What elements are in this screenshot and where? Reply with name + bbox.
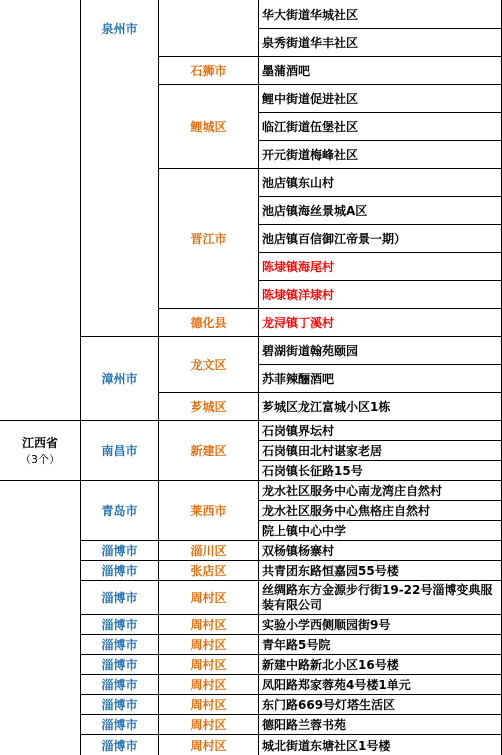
district-cell: 周村区	[190, 718, 227, 732]
district-cell: 张店区	[190, 564, 227, 578]
district-cell: 周村区	[190, 698, 227, 712]
city-cell: 淄博市	[101, 618, 138, 632]
address-cell: 共青团东路恒嘉园55号楼	[262, 564, 399, 578]
address-cell: 丝绸路东方金源步行街19-22号淄博变典服装有限公司	[262, 582, 493, 612]
address-cell: 华大街道华城社区	[262, 7, 359, 22]
address-cell: 池店镇东山村	[262, 176, 335, 190]
address-cell: 德阳路兰蓉书苑	[262, 718, 347, 732]
city-cell: 淄博市	[101, 544, 138, 558]
district-cell: 德化县	[190, 316, 227, 330]
province-label: 江西省	[21, 436, 58, 450]
city-cell: 淄博市	[101, 564, 138, 578]
address-cell: 苏菲辣酾酒吧	[262, 372, 335, 386]
district-cell: 鲤城区	[190, 120, 227, 134]
city-cell: 青岛市	[101, 504, 138, 518]
address-cell: 石岗镇界坛村	[262, 424, 335, 438]
province-count: （3个）	[20, 453, 60, 466]
district-cell: 周村区	[190, 738, 227, 753]
address-cell: 青年路5号院	[262, 638, 331, 652]
city-cell: 淄博市	[101, 718, 138, 732]
address-cell: 池店镇海丝景城A区	[262, 204, 368, 218]
address-cell: 泉秀街道华丰社区	[262, 36, 359, 50]
city-cell: 淄博市	[101, 591, 138, 605]
address-cell: 碧湖街道翰苑颐园	[262, 344, 359, 358]
address-cell: 石岗镇田北村谌家老居	[262, 444, 383, 458]
district-cell: 石狮市	[190, 64, 227, 78]
address-cell: 凤阳路郑家蓉苑4号楼1单元	[262, 678, 411, 692]
address-cell: 临江街道伍堡社区	[262, 120, 359, 134]
address-cell-highlight: 陈埭镇洋埭村	[262, 288, 335, 302]
district-cell: 晋江市	[190, 232, 227, 246]
district-cell: 周村区	[190, 678, 227, 692]
address-cell: 鲤中街道促进社区	[262, 92, 359, 106]
address-cell: 芗城区龙江富城小区1栋	[262, 400, 391, 414]
address-cell: 院上镇中心中学	[262, 524, 347, 538]
city-cell: 泉州市	[101, 21, 138, 36]
address-cell: 新建中路新北小区16号楼	[262, 658, 399, 672]
city-cell: 淄博市	[101, 698, 138, 712]
address-cell: 双杨镇杨寨村	[262, 544, 335, 558]
district-cell: 莱西市	[190, 504, 227, 518]
address-cell-highlight: 龙浔镇丁溪村	[262, 316, 335, 330]
district-cell: 周村区	[190, 591, 227, 605]
city-cell: 淄博市	[101, 638, 138, 652]
district-cell: 淄川区	[190, 544, 227, 558]
address-cell: 城北街道东塘社区1号楼	[262, 738, 391, 753]
address-cell: 实验小学西侧顺园街9号	[262, 618, 391, 632]
address-cell: 墨蒲酒吧	[262, 64, 311, 78]
district-cell: 芗城区	[190, 400, 227, 414]
city-cell: 淄博市	[101, 658, 138, 672]
city-cell: 漳州市	[101, 372, 138, 386]
district-cell: 新建区	[190, 444, 227, 458]
address-cell: 龙水社区服务中心焦格庄自然村	[262, 504, 431, 518]
province-cell	[0, 421, 80, 480]
city-cell: 淄博市	[101, 738, 138, 753]
district-cell: 周村区	[190, 618, 227, 632]
address-cell: 东门路669号灯塔生活区	[262, 698, 396, 712]
address-cell: 开元街道梅峰社区	[262, 148, 359, 162]
address-cell-highlight: 陈埭镇海尾村	[262, 260, 335, 274]
district-cell: 周村区	[190, 658, 227, 672]
address-cell: 池店镇百信御江帝景一期）	[262, 232, 407, 246]
city-cell: 淄博市	[101, 678, 138, 692]
district-cell: 周村区	[190, 638, 227, 652]
address-cell: 石岗镇长征路15号	[262, 464, 363, 478]
city-cell: 南昌市	[101, 444, 138, 458]
address-cell: 龙水社区服务中心南龙湾庄自然村	[262, 484, 443, 498]
district-cell: 龙文区	[190, 358, 227, 372]
